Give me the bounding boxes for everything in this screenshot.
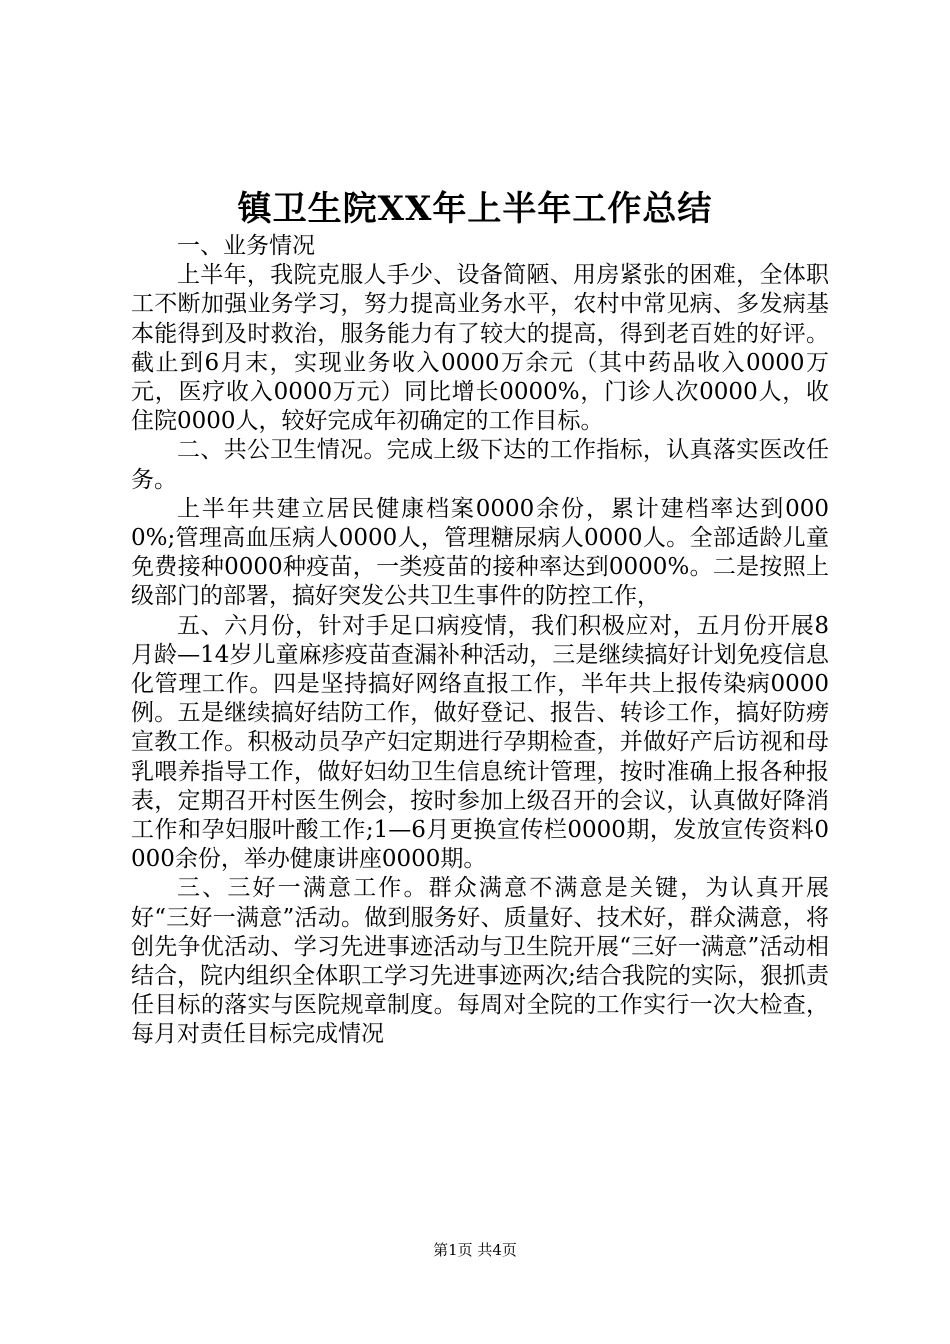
paragraph-disease-control: 五、六月份，针对手足口病疫情，我们积极应对，五月份开展8月龄—14岁儿童麻疹疫苗查漏补种活动，三是继续搞好计划免疫信息化管理工作。四是坚持搞好网络直报工作，半年共上报传染病0000例。五是继续搞好结防工作，做好登记、报告、转诊工作，搞好防痨宣教工作。积极动员孕产妇定期进行孕期检查，并做好产后访视和母乳喂养指导工作，做好妇幼卫生信息统计管理，按时准确上报各种报表，定期召开村医生例会，按时参加上级召开的会议，认真做好降消工作和孕妇服叶酸工作;1—6月更换宣传栏0000期，发放宣传资料0000余份，举办健康讲座0000期。	[131, 612, 829, 873]
paragraph-health-records: 上半年共建立居民健康档案0000余份，累计建档率达到0000%;管理高血压病人0000人，管理糖尿病人0000人。全部适龄儿童免费接种0000种疫苗，一类疫苗的接种率达到0000%。二是按照上级部门的部署，搞好突发公共卫生事件的防控工作，	[131, 495, 829, 610]
section-heading-three-good: 三、三好一满意工作。群众满意不满意是关键，为认真开展好“三好一满意”活动。做到服务好、质量好、技术好，群众满意，将创先争优活动、学习先进事迹活动与卫生院开展“三好一满意”活动相结合，院内组织全体职工学习先进事迹两次;结合我院的实际，狠抓责任目标的落实与医院规章制度。每周对全院的工作实行一次大检查，每月对责任目标完成情况	[131, 875, 829, 1048]
document-title: 镇卫生院XX年上半年工作总结	[237, 189, 713, 229]
section-heading-business: 一、业务情况	[177, 233, 315, 259]
document-body	[131, 232, 829, 1050]
page-number-footer: 第1页 共4页	[433, 1241, 517, 1259]
paragraph-business-summary: 上半年，我院克服人手少、设备简陋、用房紧张的困难，全体职工不断加强业务学习，努力提高业务水平，农村中常见病、多发病基本能得到及时救治，服务能力有了较大的提高，得到老百姓的好评。截止到6月末，实现业务收入0000万余元（其中药品收入0000万元，医疗收入0000万元）同比增长0000%，门诊人次0000人，收住院0000人，较好完成年初确定的工作目标。	[131, 262, 829, 435]
section-heading-public-health: 二、共公卫生情况。完成上级下达的工作指标，认真落实医改任务。	[131, 437, 829, 493]
